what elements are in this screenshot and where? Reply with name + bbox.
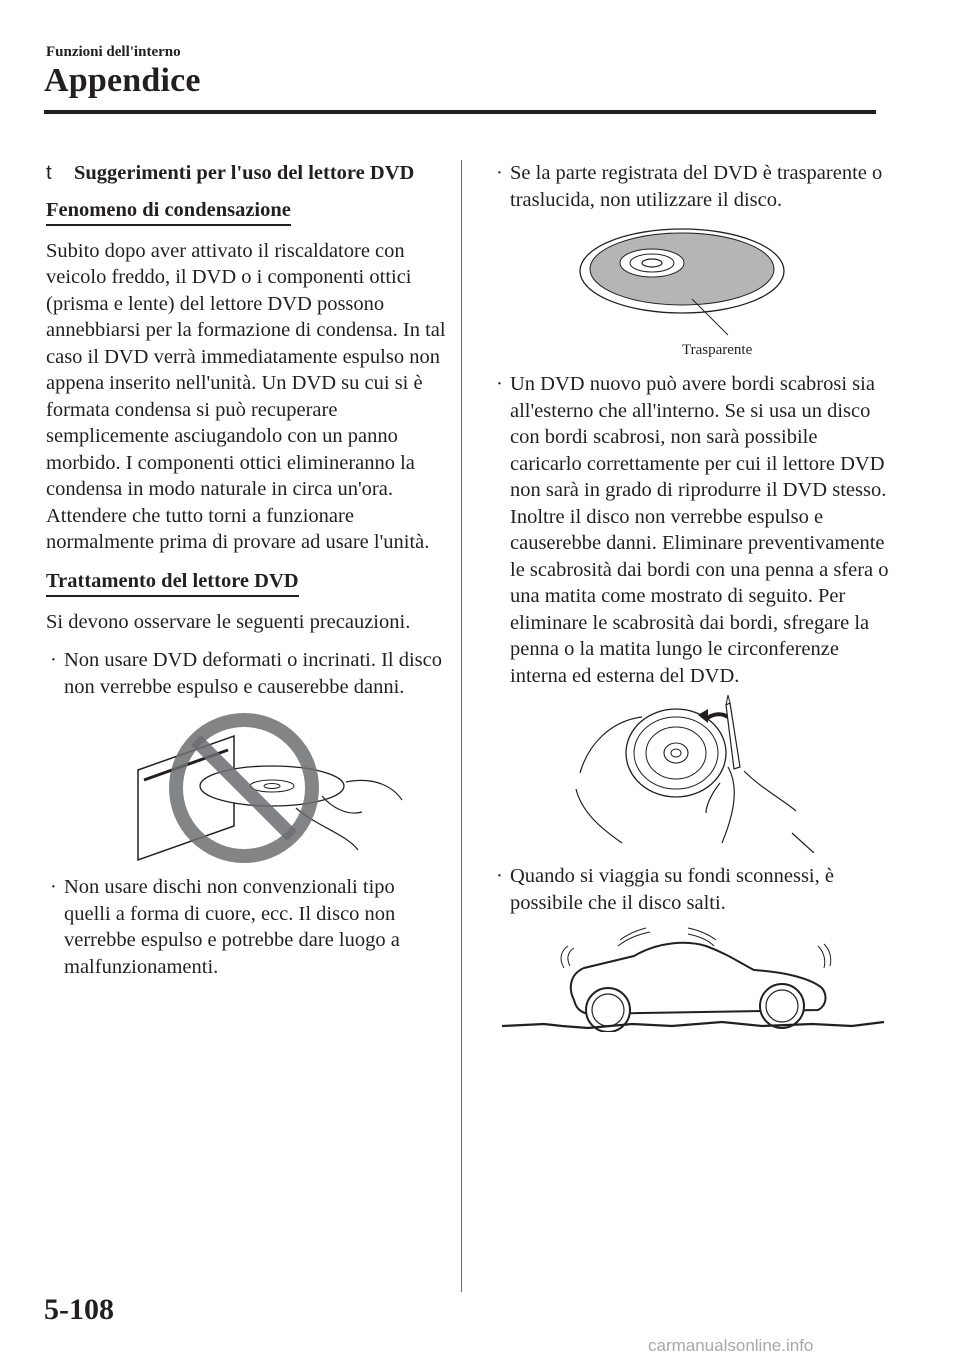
bullet-text: Quando si viaggia su fondi sconnessi, è possibile che il disco salti.: [510, 865, 834, 914]
right-column: [492, 160, 892, 1032]
figure-prohibited-disc: [46, 708, 446, 868]
heading-marker-icon: t: [46, 161, 52, 184]
topic-heading: [46, 160, 446, 187]
handling-intro: Si devono osservare le seguenti precauzioni.: [46, 610, 411, 633]
bullet-text: Un DVD nuovo può avere bordi scabrosi sia all'esterno che all'interno. Se si usa un disco con bordi scabrosi, non sarà possibile caricarlo correttamente per cui il lettore DVD non sarà in grado di riprodurre il DVD stesso. Inoltre il disco non verrebbe espulso e causerebbe danni. Eliminare preventivamente le scabrosità dai bordi con una penna a sfera o una matita come mostrato di seguito. Per eliminare le scabrosità dai bordi, sfregare la penna o la matita lungo le circonferenze interna ed esterna del DVD.: [510, 373, 889, 687]
bullet-icon: ·: [496, 162, 503, 184]
bullet-text: Non usare DVD deformati o incrinati. Il disco non verrebbe espulso e causerebbe danni.: [64, 649, 443, 698]
bullet-rough-roads: [492, 863, 892, 916]
column-divider: [461, 160, 462, 1292]
prohibited-disc-illustration: [46, 708, 446, 868]
bullet-icon: ·: [496, 865, 503, 887]
chapter-title: Funzioni dell'interno: [46, 44, 181, 60]
left-column: [46, 160, 446, 980]
bullet-unconventional-discs: [46, 874, 446, 980]
bullet-icon: ·: [50, 876, 57, 898]
figure-deburring: [492, 693, 892, 853]
topic-heading-text: Suggerimenti per l'uso del lettore DVD: [74, 162, 415, 184]
deburring-illustration: [492, 693, 892, 853]
transparent-caption: Trasparente: [682, 342, 753, 358]
section-title: Appendice: [44, 62, 201, 99]
figure-transparent-disc: [492, 219, 892, 357]
figure-car-on-bumpy-road: [492, 922, 892, 1032]
bullet-icon: ·: [50, 649, 57, 671]
header-rule: [44, 110, 876, 114]
bullet-transparent-disc: [492, 160, 892, 213]
bullet-deformed-discs: [46, 647, 446, 700]
bullet-text: Non usare dischi non convenzionali tipo quelli a forma di cuore, ecc. Il disco non verrebbe espulso e potrebbe dare luogo a malfunzionamenti.: [64, 876, 400, 978]
bullet-rough-edges: [492, 371, 892, 689]
page-number: 5-108: [44, 1293, 114, 1326]
condensation-subheading: Fenomeno di condensazione: [46, 198, 291, 226]
watermark: carmanualsonline.info: [648, 1336, 814, 1355]
condensation-paragraph: Subito dopo aver attivato il riscaldatore con veicolo freddo, il DVD o i componenti ottici (prisma e lente) del lettore DVD possono annebbiarsi per la formazione di condensa. In tal caso il DVD verrà immediatamente espulso non appena inserito nell'unità. Un DVD su cui si è formata condensa si può recuperare semplicemente asciugandolo con un panno morbido. I componenti ottici elimineranno la condensa in modo naturale in circa un'ora. Attendere che tutto torni a funzionare normalmente prima di provare ad usare l'unità.: [46, 239, 446, 553]
bullet-icon: ·: [496, 373, 503, 395]
handling-subheading: Trattamento del lettore DVD: [46, 569, 299, 597]
car-bumpy-road-illustration: [492, 922, 892, 1032]
bullet-text: Se la parte registrata del DVD è trasparente o traslucida, non utilizzare il disco.: [510, 162, 883, 211]
